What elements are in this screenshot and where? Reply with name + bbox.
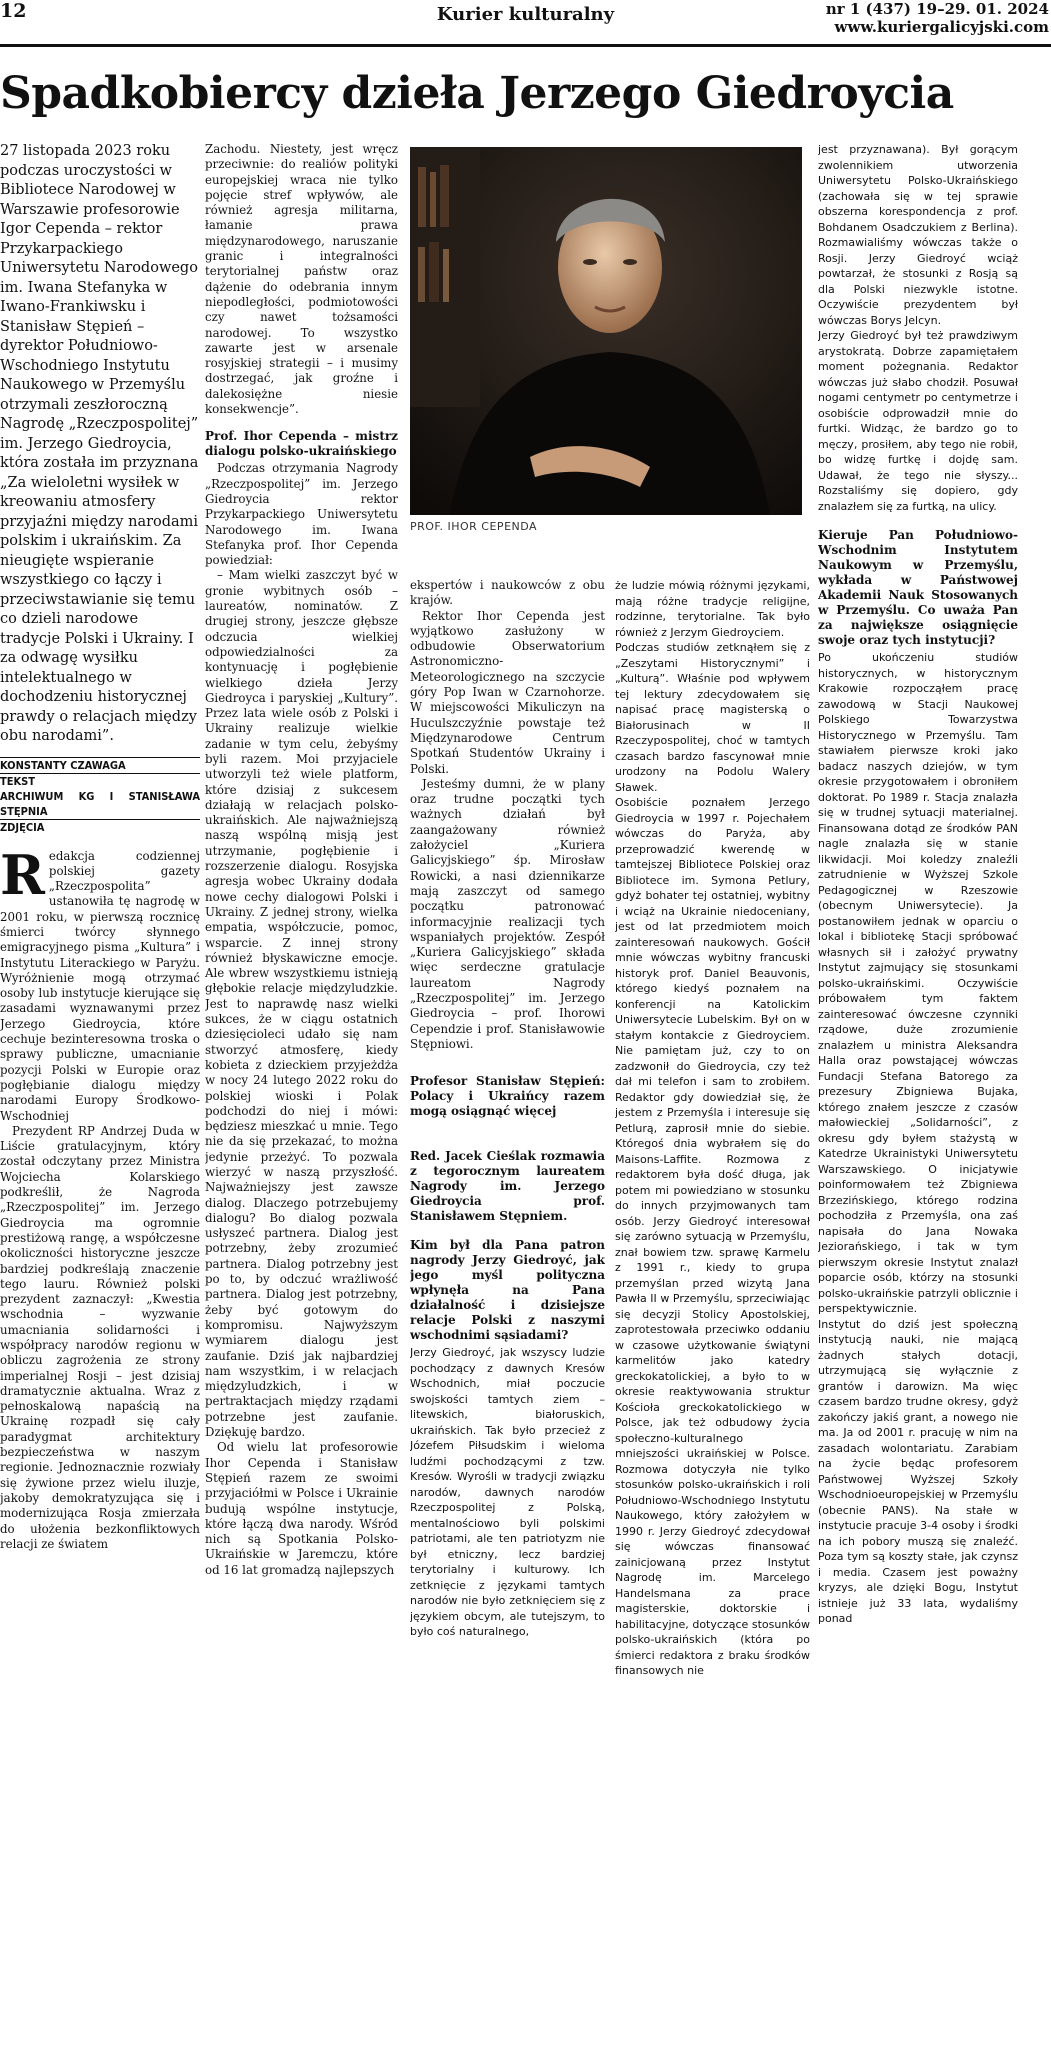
photos-credit: ARCHIWUM KG I STANISŁAWA STĘPNIA [0, 789, 200, 818]
paragraph: że ludzie mówią różnymi językami, mają różne tradycje religijne, rodzinne, terytorialne. Tak było również z Jerzym Giedroyciem. [615, 579, 810, 639]
paragraph: Prezydent RP Andrzej Duda w Liście gratulacyjnym, który został odczytany przez Ministra Wojciecha Kolarskiego podkreślił, że Nagroda „Rzeczpospolitej” im. Jerzego Giedroycia ma ogromnie prestiżową rangę, a współczesne okoliczności historyczne jeszcze bardziej podkreślają znaczenie tego lauru. Również polski prezydent zaznaczył: „Kwestia wschodnia – wyzwanie umacniania solidarności i współpracy narodów regionu w obliczu zagrożenia ze strony imperialnej Rosji – jest dzisiaj dramatycznie aktualna. Wraz z pełnoskalową napaścią na Ukrainę rozpadł się cały paradygmat architektury bezpieczeństwa w naszym regionie. Jednoznacznie rozwiały się żywione przez wielu iluzje, jakoby demokratyzująca się i modernizująca Rosja zmierzała do ułożenia bezkonfliktowych relacji ze światem [0, 1123, 200, 1551]
photos-role: ZDJĘCIA [0, 819, 200, 835]
paragraph: edakcja codziennej polskiej gazety „Rzeczpospolita” ustanowiła tę nagrodę w 2001 roku, w pierwszą rocznicę śmierci twórcy słynnego emigracyjnego pisma „Kultura” i Instytutu Literackiego w Paryżu. Wyróżnienie mogą otrzymać osoby lub instytucje kierujące się zasadami wyznawanymi przez Jerzego Giedroycia, które cechuje bezinteresowna troska o sprawy publiczne, umacnianie pozycji Polski w Europie oraz pogłębianie dialogu między narodami Europy Środkowo-Wschodniej [0, 848, 200, 1123]
paragraph: Jesteśmy dumni, że w plany oraz trudne początki tych ważnych działań był zaangażowany również założyciel „Kuriera Galicyjskiego” śp. Mirosław Rowicki, a nasi dziennikarze mają zaszczyt od samego początku patronować informacyjnie realizacji tych wspaniałych projektów. Zespół „Kuriera Galicyjskiego” składa więc serdeczne gratulacje laureatom Nagrody „Rzeczpospolitej” im. Jerzego Giedroycia – prof. Ihorowi Cependzie i prof. Stanisławowie Stępniowi. [410, 776, 605, 1051]
paragraph: jest przyznawana). Był gorącym zwolennikiem utworzenia Uniwersytetu Polsko-Ukraińskiego (zachowała się w tej sprawie obszerna korespondencja z prof. Bohdanem Osadczukiem z Berlina). Rozmawialiśmy wówczas także o Rosji. Jerzy Giedroyć wciąż powtarzał, że stosunki z Rosją są dla Polski niezwykle istotne. Oczywiście prezydentem był wówczas Borys Jelcyn. [818, 143, 1018, 327]
page-header [0, 0, 1051, 46]
column-5 [818, 142, 1018, 1636]
subheading: Prof. Ihor Cependa – mistrz dialogu polsko-ukraińskiego [205, 429, 398, 459]
paragraph: Od wielu lat profesorowie Ihor Cependa i Stanisław Stępień razem ze swoimi przyjaciółmi w Polsce i Ukrainie budują wspólne instytucje, które łączą dwa narody. Wśród nich są Spotkania Polsko-Ukraińskie w Jaremczu, które od 16 lat gromadzą najlepszych [205, 1440, 398, 1577]
paragraph: ekspertów i naukowców z obu krajów. [410, 578, 605, 608]
article-start [0, 842, 200, 1553]
drop-cap: R [0, 842, 45, 907]
paragraph: Jerzy Giedroyć, jak wszyscy ludzie pochodzący z dawnych Kresów Wschodnich, miał poczucie swojskości tamtych ziem – litewskich, białoruskich, ukraińskich. Tak było przecież z Józefem Piłsudskim i wieloma ludźmi pochodzącymi z tzw. Kresów. Wyrośli w tradycji związku narodów, dawnych narodów Rzeczpospolitej z Polską, mentalnościowo byli polskimi patriotami, ale ten patriotyzm nie był etniczny, lecz bardziej terytorialny i kulturowy. Ich zetknięcie z językami tamtych narodów nie było zetknięciem się z językiem obcym, ale tutejszym, to było coś naturalnego, [410, 1346, 605, 1639]
portrait-photo [410, 147, 802, 515]
headline: Spadkobiercy dzieła Jerzego Giedroycia [0, 68, 954, 119]
paragraph: Osobiście poznałem Jerzego Giedroycia w 1997 r. Pojechałem wówczas do Paryża, aby przeprowadzić kwerendę w tamtejszej Bibliotece Polskiej oraz Bibliotece im. Symona Petlury, gdyż bohater tej ostatniej, wybitny i wciąż na Ukrainie niedoceniany, jest od lat przedmiotem moich zainteresowań naukowych. Gościł mnie wówczas wybitny francuski historyk prof. Daniel Beauvonis, którego kiedyś poznałem na konferencji na Katolickim Uniwersytecie Lubelskim. Był on w stałym kontakcie z Giedroyciem. Nie pamiętam już, czy to on zadzwonił do Giedroycia, czy też dał mi telefon i sam to zrobiłem. Redaktor gdy dowiedział się, że jestem z Przemyśla i interesuje się Petlurą, zaprosił mnie do siebie. Któregoś dnia wybrałem się do Maisons-Laffite. Rozmowa z redaktorem była dość długa, jak potem mi powiedziano w stosunku do innych przyjmowanych tam osób. Jerzy Giedroyć interesował się zarówno sytuacją w Przemyślu, znał bowiem tzw. sprawę Karmelu z 1991 r., kiedy to grupa przemyślan przed wizytą Jana Pawła II w Przemyślu, sprzeciwiając się decyzji Stolicy Apostolskiej, zaprotestowała przeciwko oddaniu w czasowe użytkowanie świątyni karmelitów jako katedry greckokatolickiej, a było to w okresie reaktywowania struktur Kościoła greckokatolickiego w Polsce, jak też odbudowy życia społeczno-kulturalnego mniejszości ukraińskiej w Polsce. Rozmowa dotyczyła nie tylko stosunków polsko-ukraińskich i roli Południowo-Wschodniego Instytutu Naukowego, który założyłem w 1990 r. Jerzy Giedroyć zdecydował się wówczas finansować zainicjowaną przez Instytut Nagrodę im. Marcelego Handelsmana za prace magisterskie, doktorskie i habilitacyjne, dotyczące stosunków polsko-ukraińskich (która po śmierci redaktora z braku środków finansowych nie [615, 796, 810, 1677]
paragraph: Jerzy Giedroyć był też prawdziwym arystokratą. Dobrze zapamiętałem moment pożegnania. Redaktor wówczas już słabo chodził. Posuwał nogami centymetr po centymetrze i osobiście odprowadził mnie do furtki. Widząc, że bardzo go to męczy, prosiłem, aby tego nie robił, bo widzę furtkę i dojdę sam. Udawał, że tego nie słyszy... Rozstaliśmy się dopiero, gdy znalazłem się za furtką, na ulicy. [818, 329, 1018, 513]
paragraph: Rektor Ihor Cependa jest wyjątkowo zasłużony w odbudowie Obserwatorium Astronomiczno-Meteorologicznego na szczycie góry Pop Iwan w Czarnohorze. W miejscowości Mikuliczyn na Huculszczyźnie powstaje też Międzynarodowe Centrum Spotkań Studentów Ukrainy i Polski. [410, 608, 605, 776]
paragraph: – Mam wielki zaszczyt być w gronie wybitnych osób – laureatów, nominatów. Z drugiej strony, jeszcze głębsze odczucia wielkiej odpowiedzialności za kontynuację i pogłębienie wielkiego dzieła Jerzy Giedroyca i paryskiej „Kultury”. Przez lata wiele osób z Polski i Ukrainy realizuje wielkie zadanie w tym celu, żebyśmy byli razem. Moi przyjaciele utworzyli też wiele platform, które dzisiaj z sukcesem działają w relacjach polsko-ukraińskich. Ale najważniejszą naszą wspólną misją jest utrzymanie, pogłębienie i rozszerzenie dialogu. Rosyjska agresja wobec Ukrainy dodała nowe cechy dialogowi Polski i Ukrainy. Z jednej strony, wielka empatia, współczucie, pomoc, wsparcie. Z innej strony również błyskawiczne emocje. Ale wbrew wszystkiemu istnieją głębokie relacje międzyludzkie. Jest to naprawdę nasz wielki sukces, że w ciągu ostatnich dziesięcioleci udało się nam stworzyć atmosferę, kiedy kobieta z dzieckiem przyjeżdża w nocy 24 lutego 2022 roku do polskiej wioski i Polak podchodzi do niej i mówi: będziesz mieszkać u mnie. Tego nie da się przekazać, to można jedynie przeżyć. To pozwala wierzyć w naszą przyszłość. Najważniejszy jest zawsze dialog. Dlaczego potrzebujemy dialogu? Bo dialog pozwala usłyszeć partnera. Dialog jest potrzebny, żeby zrozumieć partnera. Dialog potrzebny jest po to, by odczuć wrażliwość partnera. Dialog jest potrzebny, żeby być gotowym do kompromisu. Najwyższym wymiarem dialogu jest zaufanie. Dziś jak najbardziej nam wszystkim, i w relacjach międzyludzkich, i w pertraktacjach między rządami potrzebne jest zaufanie. Dziękuję bardzo. [205, 568, 398, 1440]
interview-intro: Red. Jacek Cieślak rozmawia z tegorocznym laureatem Nagrody im. Jerzego Giedroycia prof. Stanisławem Stępniem. [410, 1149, 605, 1224]
interview-question: Kieruje Pan Południowo-Wschodnim Instytutem Naukowym w Przemyślu, wykłada w Państwowej Akademii Nauk Stosowanych w Przemyślu. Co uważa Pan za największe osiągnięcie swoje oraz tych instytucji? [818, 528, 1018, 647]
paragraph: Instytut do dziś jest społeczną instytucją nauki, nie mającą żadnych stałych dotacji, utrzymującą się wyłącznie z grantów i darowizn. Ma więc czasem bardzo trudne okresy, gdyż zakończy jakiś grant, a nowego nie ma. Ja od 2001 r. pracuję w nim na zasadach wolontariatu. Zarabiam na życie będąc profesorem Państwowej Wyższej Szkoły Wschodnioeuropejskiej w Przemyślu (obecnie PANS). Na stałe w instytucie pracuje 3-4 osoby i środki na ich pobory muszą się znaleźć. Poza tym są koszty stałe, jak czynsz i media. Czasem jest poważny kryzys, ale dzięki Bogu, Instytut istnieje już 33 lata, wydaliśmy ponad [818, 1317, 1018, 1625]
paragraph: Zachodu. Niestety, jest wręcz przeciwnie: do realiów polityki europejskiej wraca nie tylko pojęcie stref wpływów, ale również agresja militarna, łamanie prawa międzynarodowego, naruszanie granic i integralności terytorialnej państw oraz dążenie do odebrania innym niepodległości, podmiotowości czy nawet tożsamości narodowej. To wszystko zawarte jest w arsenale rosyjskiej strategii – i musimy dostrzegać, jak groźne i dalekosiężne niesie konsekwencje”. [205, 142, 398, 417]
column-1 [0, 142, 200, 1636]
header-rule [0, 44, 1051, 47]
paragraph: Po ukończeniu studiów historycznych, w historycznym Krakowie rozpocząłem pracę zawodową w Stacji Naukowej Polskiego Towarzystwa Historycznego w Przemyślu. Tam stawiałem pierwsze kroki jako badacz naszych dziejów, w tym okresie przygotowałem i obroniłem doktorat. Po 1989 r. Stacja znalazła się w trudnej sytuacji materialnej. Finansowana dotąd ze środków PAN nagle znalazła się w stanie likwidacji. Moi koledzy znaleźli zatrudnienie w Wyższej Szkole Pedagogicznej w Rzeszowie (obecnym Uniwersytecie). Ja postanowiłem jednak w oparciu o lokal i bibliotekę Stacji spróbować własnych sił i założyć prywatny Instytut zajmujący się stosunkami polsko-ukraińskimi. Oczywiście próbowałem tym faktem zainteresować ówczesne czynniki rządowe, duże zrozumienie znalazłem u ministra Aleksandra Halla oraz powstającej wówczas Fundacji Stefana Batorego za prezesury Zbigniewa Bujaka, którego znałem jeszcze z czasów małowieckiej „Solidarności”, z okresu gdy byłem stażystą w Katedrze Ukrainistyki Uniwersytetu Warszawskiego. O inicjatywie poinformowałem też Zbigniewa Brzezińskiego, którego rodzina pochodziła z Przemyśla, ona zaś napisała do Jana Nowaka Jeziorańskiego, i tak w tym pierwszym okresie Instytut znalazł poparcie osób, którzy na stosunki polsko-ukraińskie patrzyli oblicznie i perspektywicznie. [818, 651, 1018, 1315]
credits [0, 757, 200, 835]
column-4 [615, 578, 810, 2072]
subheading: Profesor Stanisław Stępień: Polacy i Ukraińcy razem mogą osiągnąć więcej [410, 1074, 605, 1119]
column-3 [410, 578, 605, 2072]
paragraph: Podczas otrzymania Nagrody „Rzeczpospolitej” im. Jerzego Giedroycia rektor Przykarpackiego Uniwersytetu Narodowego im. Iwana Stefanyka prof. Ihor Cependa powiedział: [205, 461, 398, 568]
interview-question: Kim był dla Pana patron nagrody Jerzy Giedroyć, jak jego myśl polityczna wpłynęła na Pana działalność i dzisiejsze relacje Polski z naszymi wschodnimi sąsiadami? [410, 1238, 605, 1343]
column-2 [205, 142, 398, 1636]
issue-number: nr 1 (437) 19–29. 01. 2024 [825, 0, 1049, 18]
lead-paragraph: 27 listopada 2023 roku podczas uroczystości w Bibliotece Narodowej w Warszawie profesorowie Igor Cependa – rektor Przykarpackiego Uniwersytetu Narodowego im. Iwana Stefanyka w Iwano-Frankiwsku i Stanisław Stępień – dyrektor Południowo-Wschodniego Instytutu Naukowego w Przemyślu otrzymali zeszłoroczną Nagrodę „Rzeczpospolitej” im. Jerzego Giedroycia, która została im przyznana „Za wieloletni wysiłek w kreowaniu atmosfery przyjaźni między narodami polskim i ukraińskim. Za nieugięte wspieranie wszystkiego co łączy i przeciwstawianie się temu co dzieli narodowe tradycje Polski i Ukrainy. I za odwagę wysiłku intelektualnego w dochodzeniu historycznej prawdy o relacjach między obu narodami”. [0, 143, 199, 744]
photo-caption: PROF. IHOR CEPENDA [410, 520, 538, 533]
section-title: Kurier kulturalny [436, 4, 615, 25]
author-name: KONSTANTY CZAWAGA [0, 758, 126, 772]
page-number: 12 [0, 0, 27, 22]
portrait-illustration [410, 147, 802, 515]
issue-info [826, 0, 1049, 36]
website-link[interactable]: www.kuriergalicyjski.com [834, 18, 1049, 36]
author-role: TEKST [0, 773, 200, 789]
paragraph: Podczas studiów zetknąłem się z „Zeszytami Historycznymi” i „Kulturą”. Właśnie pod wpływem tej lektury zdecydowałem się napisać pracę magisterską o Białorusinach w II Rzeczypospolitej, choć w tamtych czasach bardzo fascynował mnie urodzony na Podolu Walery Sławek. [615, 641, 810, 794]
